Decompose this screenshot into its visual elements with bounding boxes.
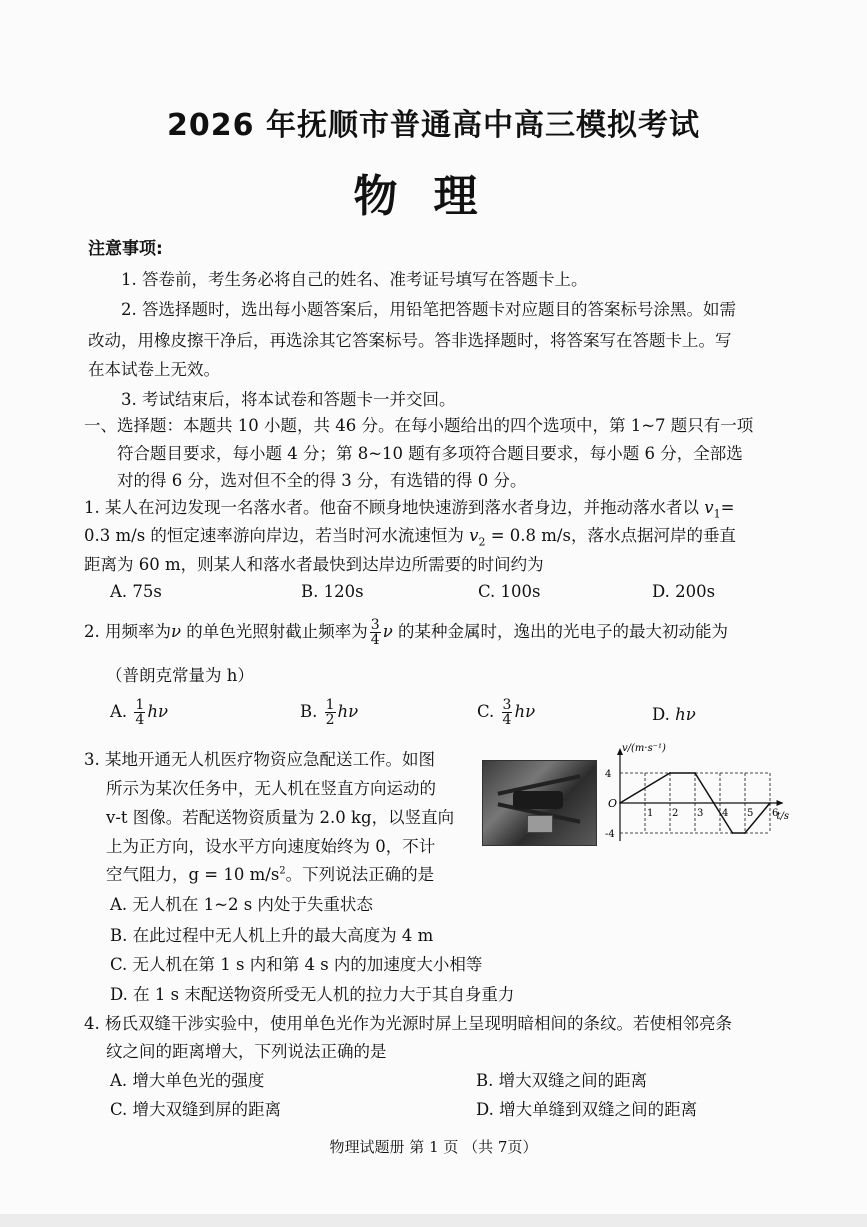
- notice-item-1: 1. 答卷前，考生务必将自己的姓名、准考证号填写在答题卡上。: [121, 270, 588, 289]
- q1-line-3: 距离为 60 m，则某人和落水者最快到达岸边所需要的时间约为: [84, 555, 544, 574]
- x-axis-label: t/s: [776, 811, 790, 822]
- q3-line-5: 空气阻力，g = 10 $m/s^2$。下列说法正确的是: [106, 865, 435, 884]
- notice-item-2-line-2: 改动，用橡皮擦干净后，再选涂其它答案标号。答非选择题时，将答案写在答题卡上。写: [88, 331, 732, 350]
- x-tick-label: 3: [697, 808, 704, 819]
- page-footer: 物理试题册 第 1 页 （共 7页）: [329, 1138, 538, 1156]
- q3-option-b[interactable]: B. 在此过程中无人机上升的最大高度为 4 m: [110, 926, 434, 945]
- notice-heading: 注意事项:: [88, 239, 163, 259]
- q4-line-1: 4. 杨氏双缝干涉实验中，使用单色光作为光源时屏上呈现明暗相间的条纹。若使相邻亮条: [84, 1014, 732, 1033]
- x-axis-arrow: [777, 800, 784, 806]
- q2-line-2: （普朗克常量为 h）: [106, 666, 254, 685]
- x-tick-label: 4: [722, 808, 729, 819]
- cargo-box: [527, 815, 553, 833]
- q3-line-2: 所示为某次任务中，无人机在竖直方向运动的: [106, 779, 436, 798]
- q2-line-1: 2. 用频率为ν 的单色光照射截止频率为 $\frac{3}{4}$ ν 的某种金属时，逸出的光电子的最大初动能为: [84, 617, 728, 648]
- notice-item-2-line-3: 在本试卷上无效。: [88, 360, 220, 379]
- section-1-line-1: 一、选择题：本题共 10 小题，共 46 分。在每小题给出的四个选项中，第 1~7 题只有一项: [84, 416, 754, 435]
- data-point: [669, 772, 671, 774]
- y-axis-label: v/(m·s⁻¹): [622, 743, 666, 754]
- section-1-line-2: 符合题目要求，每小题 4 分；第 8~10 题有多项符合题目要求，每小题 6 分，全部选: [117, 444, 743, 463]
- q3-option-d[interactable]: D. 在 1 s 末配送物资所受无人机的拉力大于其自身重力: [110, 985, 515, 1004]
- q1-option-b[interactable]: B. 120s: [301, 582, 364, 601]
- drone-body: [513, 791, 563, 809]
- section-1-line-3: 对的得 6 分，选对但不全的得 3 分，有选错的得 0 分。: [117, 471, 527, 490]
- q1-line-2: 0.3 m/s 的恒定速率游向岸边，若当时河水流速恒为 $v_2 = 0.8$ m/s，落水点据河岸的垂直: [84, 526, 736, 549]
- q3-line-3: v-t 图像。若配送物资质量为 2.0 kg，以竖直向: [106, 808, 455, 827]
- x-tick-label: 1: [647, 808, 654, 819]
- q3-option-c[interactable]: C. 无人机在第 1 s 内和第 4 s 内的加速度大小相等: [110, 955, 483, 974]
- q1-option-d[interactable]: D. 200s: [652, 582, 716, 601]
- q2-option-d[interactable]: D. hν: [652, 705, 696, 724]
- drone-photo: [482, 760, 597, 846]
- data-point: [744, 832, 746, 834]
- q4-option-a[interactable]: A. 增大单色光的强度: [110, 1071, 265, 1090]
- q2-cutoff-fraction: $\frac{3}{4}$: [370, 617, 380, 648]
- data-point: [619, 802, 621, 804]
- subject-title: 物理: [353, 171, 514, 222]
- q4-option-d[interactable]: D. 增大单缝到双缝之间的距离: [476, 1100, 698, 1119]
- q4-line-2: 纹之间的距离增大，下列说法正确的是: [106, 1042, 387, 1061]
- y-tick-label: 4: [605, 769, 612, 780]
- x-tick-label: 5: [747, 808, 754, 819]
- q1-line-1: 1. 某人在河边发现一名落水者。他奋不顾身地快速游到落水者身边，并拖动落水者以 $v_1=$: [84, 498, 735, 521]
- q2-option-c[interactable]: C. $\frac{3}{4}$ hν: [477, 697, 536, 728]
- q2-option-b[interactable]: B. $\frac{1}{2}$ hν: [300, 697, 359, 728]
- data-point: [694, 772, 696, 774]
- x-tick-label: 2: [672, 808, 679, 819]
- q4-option-b[interactable]: B. 增大双缝之间的距离: [476, 1071, 648, 1090]
- data-point: [732, 832, 734, 834]
- vt-graph: [602, 742, 792, 847]
- q1-option-c[interactable]: C. 100s: [478, 582, 541, 601]
- q2-option-a[interactable]: A. $\frac{1}{4}$ hν: [110, 697, 169, 728]
- x-tick-label: 6: [772, 808, 779, 819]
- notice-item-3: 3. 考试结束后，将本试卷和答题卡一并交回。: [121, 390, 456, 409]
- notice-item-2-line-1: 2. 答选择题时，选出每小题答案后，用铅笔把答题卡对应题目的答案标号涂黑。如需: [121, 300, 736, 319]
- origin-label: O: [608, 797, 618, 810]
- scan-bottom-edge: [0, 1214, 867, 1227]
- data-point: [769, 802, 771, 804]
- exam-title: 2026 年抚顺市普通高中高三模拟考试: [167, 108, 700, 143]
- q3-line-1: 3. 某地开通无人机医疗物资应急配送工作。如图: [84, 750, 435, 769]
- q4-option-c[interactable]: C. 增大双缝到屏的距离: [110, 1100, 282, 1119]
- y-tick-label: -4: [605, 829, 615, 840]
- q1-option-a[interactable]: A. 75s: [110, 582, 162, 601]
- q3-option-a[interactable]: A. 无人机在 1~2 s 内处于失重状态: [110, 895, 373, 914]
- q3-line-4: 上为正方向，设水平方向速度始终为 0，不计: [106, 837, 436, 856]
